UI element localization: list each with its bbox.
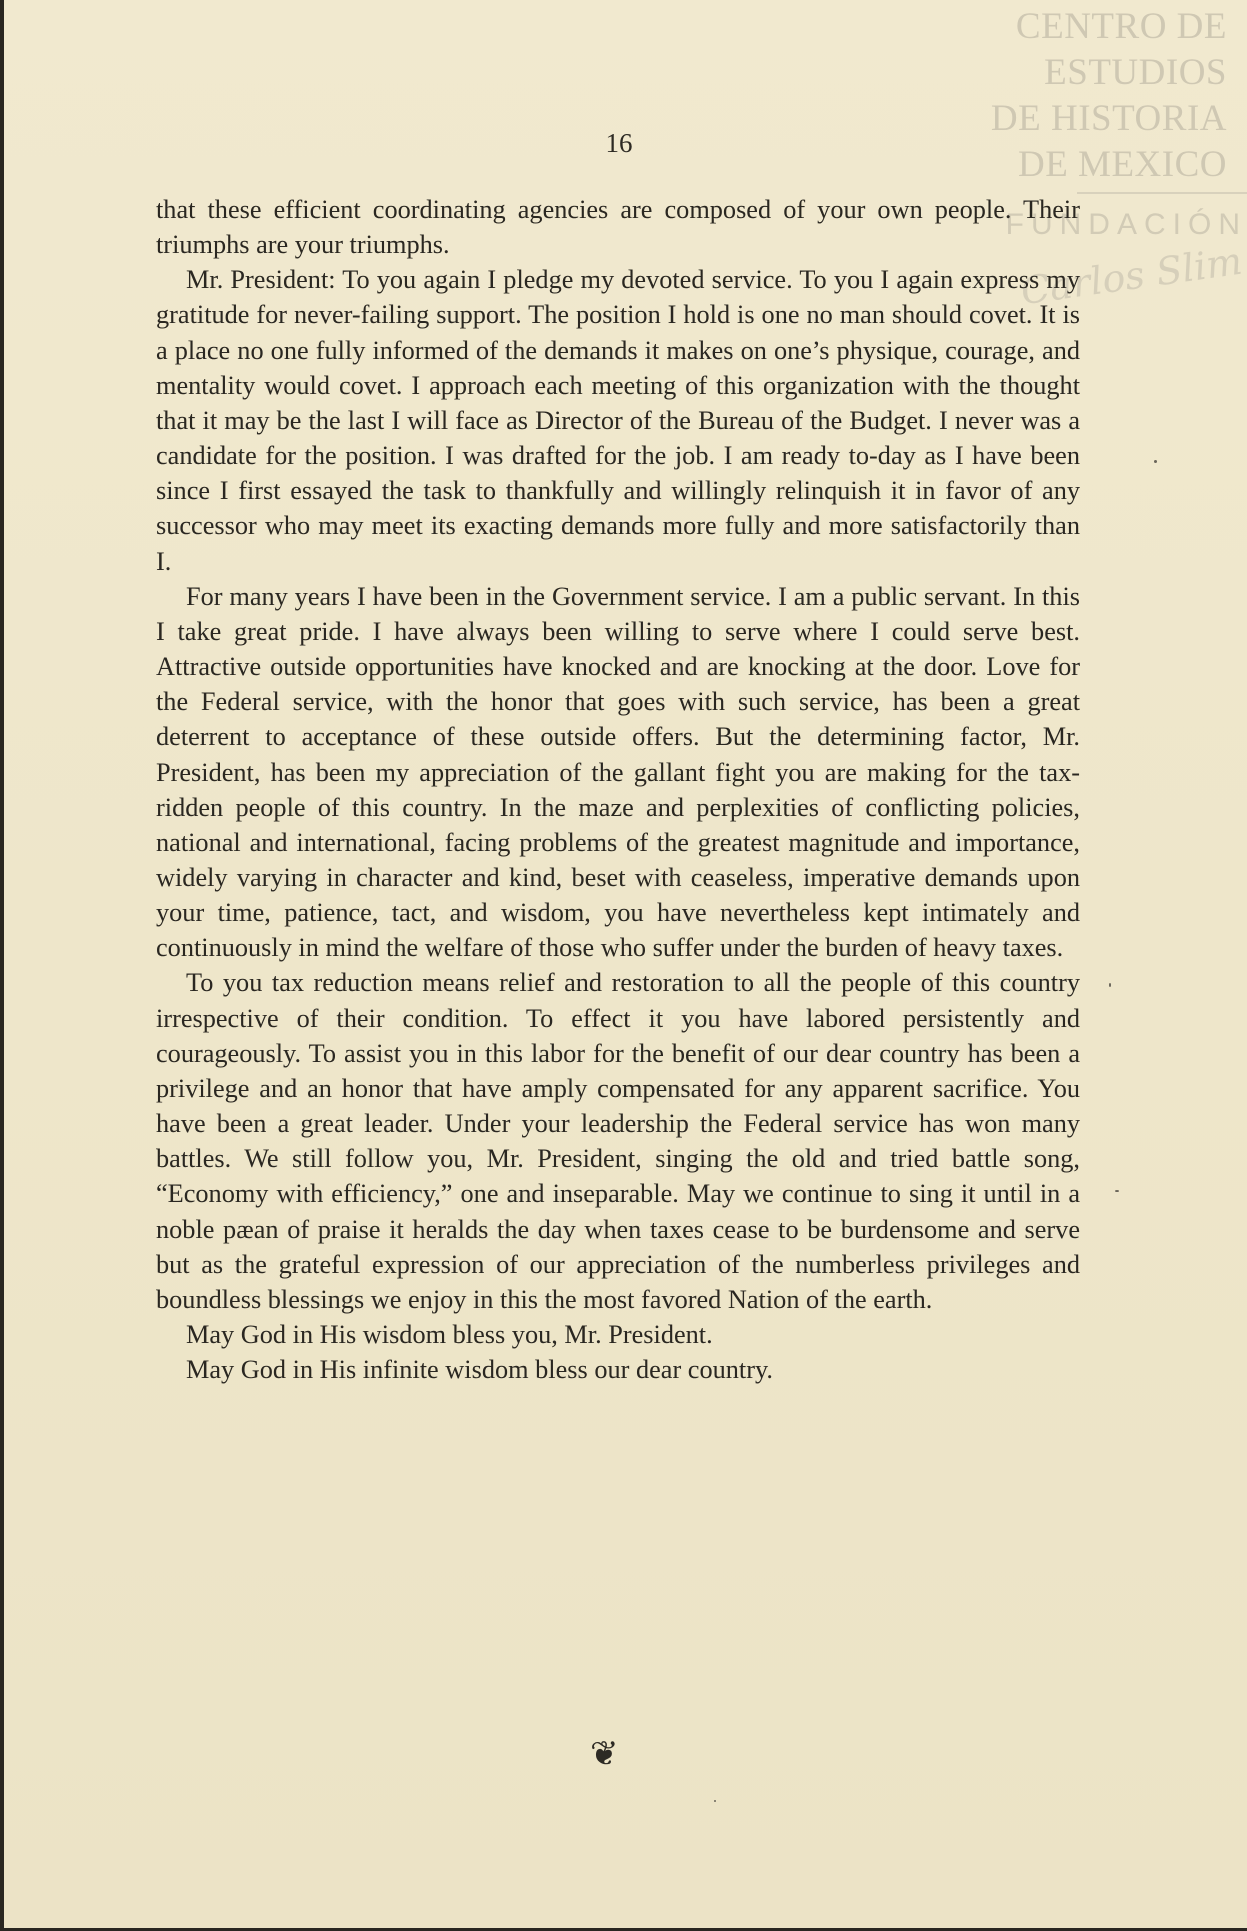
paragraph: To you tax reduction means relief and restoration to all the people of this country irrespective of their condition. To effect it you have labored persistently and courageously. To assist you in this labor for the benefit of our dear country has been a privilege and an honor that have amply compensated for any apparent sacrifice. You have been a great leader. Under your leadership the Federal service has won many battles. We still follow you, Mr. President, singing the old and tried battle song, “Economy with efficiency,” one and inseparable. May we continue to sing it until in a noble pæan of praise it heralds the day when taxes cease to be burdensome and serve but as the grateful expression of our appreciation of the numberless privileges and boundless blessings we enjoy in this the most favored Nation of the earth. <box>156 968 1080 1314</box>
paragraph: For many years I have been in the Government service. I am a public servant. In this I take great pride. I have always been willing to serve where I could serve best. Attractive outside opportunities have knocked and are knocking at the door. Love for the Federal service, with the honor that goes with such service, has been a great deterrent to acceptance of these outside offers. But the determining factor, Mr. President, has been my appreciation of the gallant fight you are making for the tax-ridden people of this country. In the maze and perplexities of conflicting policies, national and international, facing problems of the greatest magnitude and importance, widely varying in character and kind, beset with ceaseless, imperative demands upon your time, patience, tact, and wisdom, you have nevertheless kept intimately and continuously in mind the welfare of those who suffer under the burden of heavy taxes. <box>156 581 1080 963</box>
watermark-signature: Carlos Slim <box>1018 238 1245 314</box>
watermark-line: DE HISTORIA <box>990 98 1227 139</box>
paper-speck <box>714 1800 716 1802</box>
archive-watermark <box>987 4 1227 188</box>
document-page <box>4 0 1247 1928</box>
watermark-line: DE MEXICO <box>1017 144 1227 185</box>
ornament-icon: ❦ <box>590 1734 619 1774</box>
paper-speck <box>1115 1190 1119 1192</box>
paragraph: that these efficient coordinating agencies are composed of your own people. Their triumphs are your triumphs. <box>156 195 1080 260</box>
watermark-line: CENTRO DE <box>1015 6 1227 47</box>
watermark-line: ESTUDIOS <box>1044 52 1227 93</box>
paragraph: May God in His wisdom bless you, Mr. President. <box>186 1320 713 1349</box>
page-number: 16 <box>605 128 633 158</box>
paragraph: May God in His infinite wisdom bless our dear country. <box>186 1355 773 1385</box>
paper-speck <box>1109 983 1111 987</box>
watermark-foundation: FUNDACIÓN <box>1005 208 1247 241</box>
paragraph: Mr. President: To you again I pledge my devoted service. To you I again express my gratitude for never-failing support. The position I hold is one no man should covet. It is a place no one fully informed of the demands it makes on one’s physique, courage, and mentality would covet. I approach each meeting of this organization with the thought that it may be the last I will face as Director of the Bureau of the Budget. I never was a candidate for the position. I was drafted for the job. I am ready to-day as I have been since I first essayed the task to thankfully and willingly relinquish it in favor of any successor who may meet its exacting demands more fully and more satisfactorily than I. <box>156 265 1080 576</box>
body-text <box>156 192 1080 1387</box>
paper-speck <box>1154 460 1157 463</box>
watermark-divider <box>1077 192 1247 194</box>
